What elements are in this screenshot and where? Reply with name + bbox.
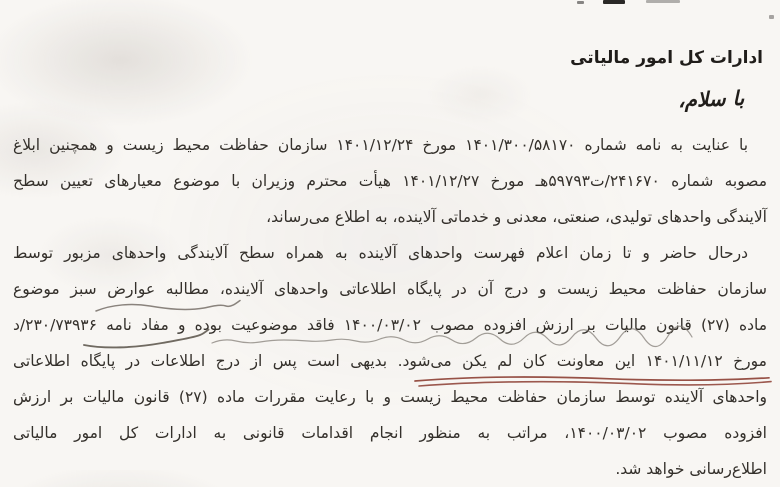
top-edge-text-fragment xyxy=(577,1,584,4)
body-line: واحدهای آلاینده توسط سازمان حفاظت محیط زیست و با رعایت مقررات ماده (۲۷) قانون مالیات بر ارزش xyxy=(13,388,767,406)
body-line: ماده (۲۷) قانون مالیات بر ارزش افزوده مصوب ۱۴۰۰/۰۳/۰۲ فاقد موضوعیت بوده و مفاد نامه ۲۳۰/۷۳۹۳۶/د xyxy=(13,316,767,334)
recipient-heading: ادارات کل امور مالیاتی xyxy=(570,48,763,68)
body-line: سازمان حفاظت محیط زیست و درج آن در پایگاه اطلاعاتی واحدهای آلاینده، مطالبه عوارض سبز موضوع xyxy=(13,280,767,298)
letter-body xyxy=(13,127,767,487)
handwritten-salutation: با سلام، xyxy=(677,85,745,113)
top-edge-speck xyxy=(769,15,774,19)
body-line: اطلاع‌رسانی خواهد شد. xyxy=(615,460,767,478)
body-line: مورخ ۱۴۰۱/۱۱/۱۲ این معاونت کان لم یکن می‌شود. بدیهی است پس از درج اطلاعات در پایگاه اطلاعاتی xyxy=(13,352,767,370)
top-edge-text-fragment xyxy=(646,0,680,3)
body-line: مصوبه شماره ۲۴۱۶۷۰/ت۵۹۷۹۳هـ مورخ ۱۴۰۱/۱۲/۲۷ هیأت محترم وزیران با موضوع معیارهای تعیین سطح xyxy=(13,172,768,190)
top-edge-text-fragment xyxy=(603,0,625,4)
body-line: درحال حاضر و تا زمان اعلام فهرست واحدهای آلاینده به همراه سطح آلایندگی واحدهای مزبور توسط xyxy=(13,244,748,262)
body-line: با عنایت به نامه شماره ۱۴۰۱/۳۰۰/۵۸۱۷۰ مورخ ۱۴۰۱/۱۲/۲۴ سازمان حفاظت محیط زیست و همچنین ابلاغ xyxy=(13,136,749,154)
body-line: آلایندگی واحدهای تولیدی، صنعتی، معدنی و خدماتی آلاینده، به اطلاع می‌رساند، xyxy=(266,208,767,226)
body-line: افزوده مصوب ۱۴۰۰/۰۳/۰۲، مراتب به منظور انجام اقدامات قانونی به ادارات کل امور مالیاتی xyxy=(13,424,767,442)
